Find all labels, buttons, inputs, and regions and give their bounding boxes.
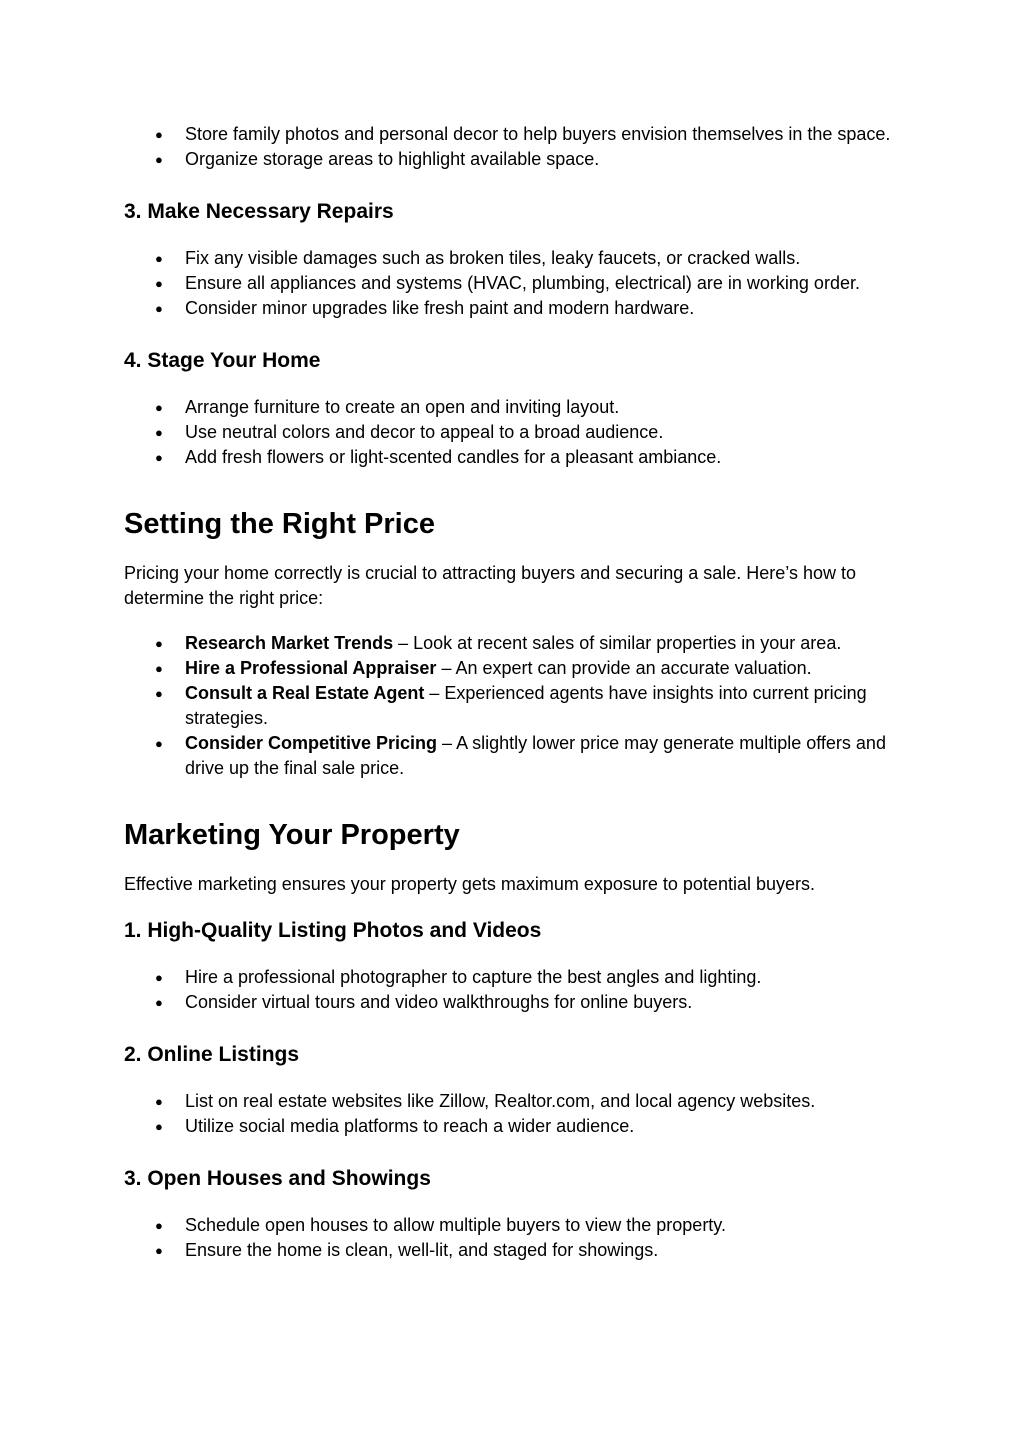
pricing-intro: Pricing your home correctly is crucial to attracting buyers and securing a sale. Here’s how to determine the right price: (124, 563, 856, 608)
bullet-icon: ● (155, 1119, 163, 1134)
bullet-icon: ● (155, 1218, 163, 1233)
list-item: ● Use neutral colors and decor to appeal to a broad audience. (124, 420, 900, 445)
repairs-heading: 3. Make Necessary Repairs (124, 200, 394, 223)
list-item: ● Fix any visible damages such as broken tiles, leaky faucets, or cracked walls. (124, 246, 900, 271)
bullet-icon: ● (155, 1243, 163, 1258)
open-houses-list (124, 1213, 900, 1263)
bullet-icon: ● (155, 127, 163, 142)
bullet-icon: ● (155, 686, 163, 701)
bullet-icon: ● (155, 636, 163, 651)
marketing-heading: Marketing Your Property (124, 819, 460, 851)
bullet-icon: ● (155, 251, 163, 266)
stage-heading: 4. Stage Your Home (124, 349, 321, 372)
list-item: ● Consult a Real Estate Agent – Experienced agents have insights into current pricing strategies. (155, 683, 867, 728)
bullet-icon: ● (155, 1094, 163, 1109)
photos-list (124, 965, 900, 1015)
list-item: ● Ensure all appliances and systems (HVAC, plumbing, electrical) are in working order. (124, 271, 900, 296)
bullet-icon: ● (155, 995, 163, 1010)
list-item: ● Consider virtual tours and video walkthroughs for online buyers. (124, 990, 900, 1015)
bullet-icon: ● (155, 736, 163, 751)
online-listings-heading: 2. Online Listings (124, 1043, 300, 1066)
bullet-icon: ● (155, 400, 163, 415)
pricing-heading: Setting the Right Price (124, 508, 435, 540)
list-item: ● Consider minor upgrades like fresh paint and modern hardware. (124, 296, 900, 321)
open-houses-heading: 3. Open Houses and Showings (124, 1167, 431, 1190)
list-item: ● List on real estate websites like Zillow, Realtor.com, and local agency websites. (124, 1089, 900, 1114)
online-listings-list (124, 1089, 900, 1139)
list-item: ● Store family photos and personal decor to help buyers envision themselves in the space. (124, 122, 900, 147)
marketing-intro: Effective marketing ensures your property gets maximum exposure to potential buyers. (124, 874, 815, 894)
photos-heading: 1. High-Quality Listing Photos and Videos (124, 919, 542, 942)
list-item: ● Research Market Trends – Look at recent sales of similar properties in your area. (124, 631, 900, 656)
bullet-icon: ● (155, 425, 163, 440)
bullet-icon: ● (155, 276, 163, 291)
list-item: ● Add fresh flowers or light-scented candles for a pleasant ambiance. (124, 445, 900, 470)
pricing-list (124, 631, 900, 781)
bullet-icon: ● (155, 301, 163, 316)
bullet-icon: ● (155, 661, 163, 676)
bullet-icon: ● (155, 970, 163, 985)
list-item: ● Schedule open houses to allow multiple buyers to view the property. (124, 1213, 900, 1238)
declutter-list (124, 122, 900, 172)
list-item: ● Ensure the home is clean, well-lit, and staged for showings. (124, 1238, 900, 1263)
document-page (124, 122, 900, 1263)
list-item: ● Hire a professional photographer to capture the best angles and lighting. (124, 965, 900, 990)
list-item: ● Organize storage areas to highlight available space. (124, 147, 900, 172)
list-item: ● Arrange furniture to create an open and inviting layout. (124, 395, 900, 420)
list-item: ● Hire a Professional Appraiser – An expert can provide an accurate valuation. (124, 656, 900, 681)
bullet-icon: ● (155, 152, 163, 167)
list-item: ● Utilize social media platforms to reach a wider audience. (124, 1114, 900, 1139)
bullet-icon: ● (155, 450, 163, 465)
list-item: ● Consider Competitive Pricing – A slightly lower price may generate multiple offers and drive up the final sale price. (155, 733, 886, 778)
stage-list (124, 395, 900, 470)
repairs-list (124, 246, 900, 321)
